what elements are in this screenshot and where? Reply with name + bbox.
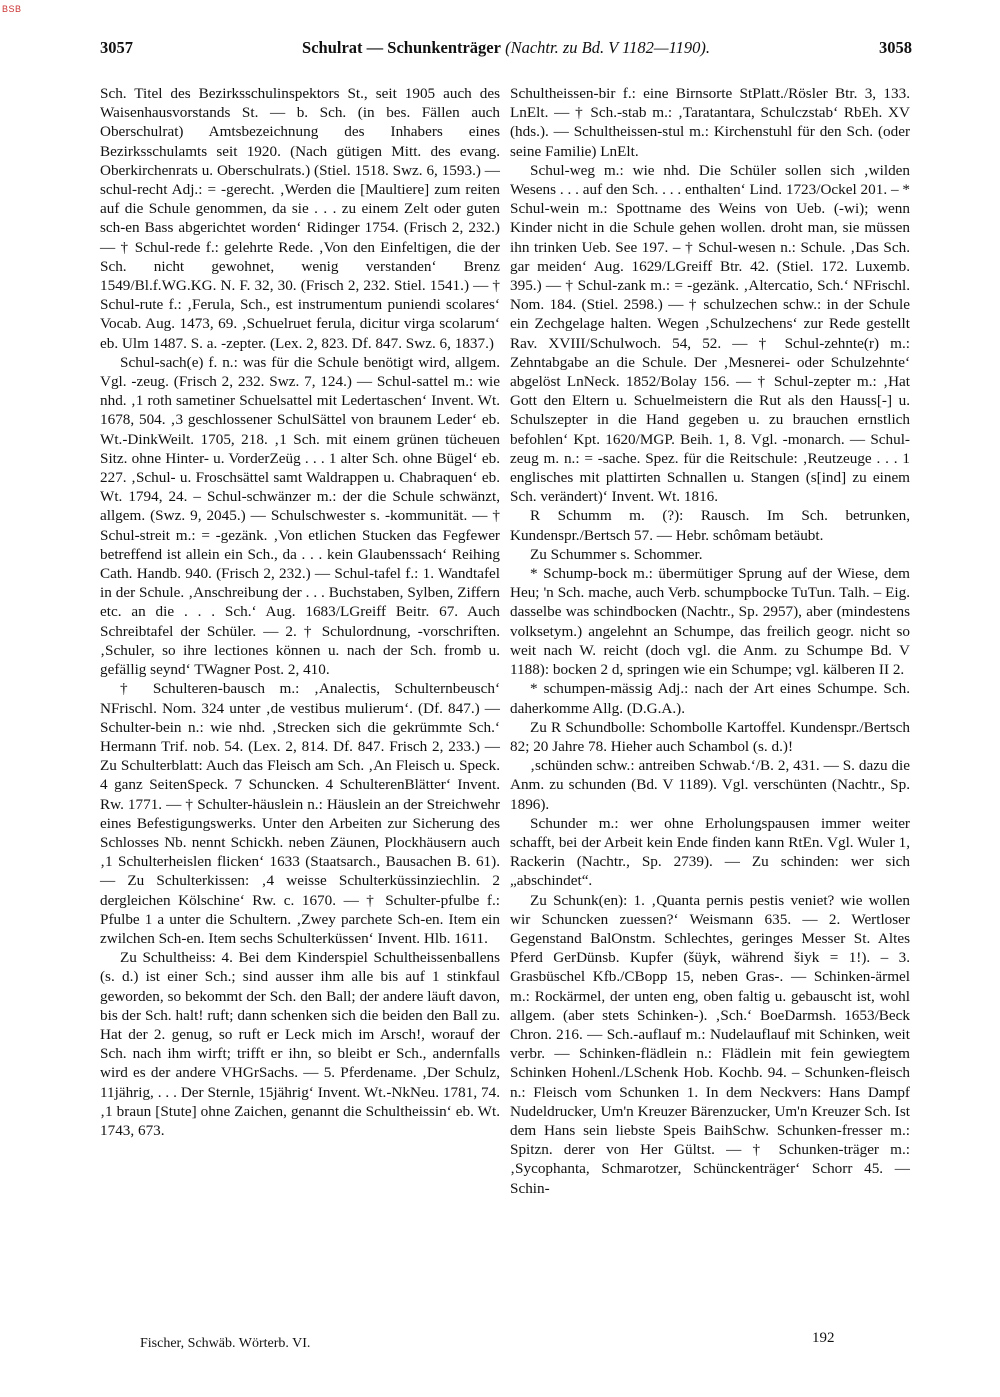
entry-schulrat-cont: Sch. Titel des Bezirksschulinspektors St., seit 1905 auch des Waisenhausvorstands St. — b. Sch. (in bes. Fällen auch Oberschulrat) Amtsbezeichnung des Inhabers eines Bezirksschulamts seit 1920. (Nach gütigen Mitt. des evang. Oberkirchenrats u. Oberschulrats.) (Stiel. 1518. Swz. 6, 1593.) — schul-recht Adj.: = -gerecht. ‚Werden die [Maultiere] zum reiten auf die Schule genommen, da sie . . . zu einem Zelt oder guten sch-en Bass abgerichtet worden‘ Ridinger 1754. (Frisch 2, 232.) — † Schul-rede f.: gelehrte Rede. ‚Von den Einfeltigen, die der Sch. nicht gewohnet, wenig verstanden‘ Brenz 1549/Bl.f.WG.KG. N. F. 32, 30. (Frisch 2, 232. Stiel. 1541.) — † Schul-rute f.: ‚Ferula, Sch., est instrumentum puniendi scolares‘ Vocab. Aug. 1473, 69. ‚Schuelruet ferula, dicitur virga scolarum‘ eb. Ulm 1487. S. a. -zepter. (Lex. 2, 823. Df. 847. Swz. 6, 1837.) bbox=[100, 85, 500, 352]
entry-schunder: Schunder m.: wer ohne Erholungspausen immer weiter schafft, bei der Arbeit kein Ende finden kann RtEn. Vgl. Wuler 1, Rackerin (Nachtr., Sp. 2739). — Zu schinden: wer sich „abschindet“. bbox=[510, 814, 910, 890]
running-title-main: Schulrat — Schunkenträger bbox=[302, 38, 501, 57]
entry-schummer: Zu Schummer s. Schommer. bbox=[530, 545, 703, 563]
entry-schultheissenbir: Schultheissen-bir f.: eine Birnsorte StPlatt./Rösler Btr. 3, 133. LnElt. — † Sch.-stab m.: ‚Taratantara, Schulczstab‘ RbEh. XV (hds.). — Schultheissen-stul m.: Kirchenstuhl für den Sch. (oder seine Familie) LnElt. bbox=[510, 85, 910, 160]
left-column bbox=[100, 84, 500, 1140]
entry-schulsache: Schul-sach(e) f. n.: was für die Schule benötigt wird, allgem. Vgl. -zeug. (Frisch 2, 232. Swz. 7, 124.) — Schul-sattel m.: wie nhd. ‚1 roth sametiner Schuelsattel mit Ledertaschen‘ Invent. Wt. 1678, 504. ‚3 geschlossener SchulSättel von braunem Leder‘ eb. Wt.-DinkWeilt. 1705, 218. ‚1 Sch. mit einem grünen tücheuen Sitz. ohne Hinter- u. VorderZeüg . . . 1 alter Sch. ohne Bügel‘ eb. 227. ‚Schul- u. Froschsättel samt Waldrappen u. Chabraquen‘ eb. Wt. 1794, 24. – Schul-schwänzer m.: der die Schule schwänzt, allgem. (Swz. 9, 2045.) — Schulschwester s. -kommunität. — † Schul-streit m.: = -gezänk. ‚Von etlichen Stucken das Fegfewer betreffend ist allein ein Sch., da . . . kein Glaubenssach‘ Reihing Cath. Handb. 940. (Frisch 2, 232.) — Schul-tafel f.: 1. Wandtafel in der Schule. ‚Anschreibung der . . . Buchstaben, Sylben, Ziffern etc. an die . . . Sch.‘ Aug. 1683/LGreiff Beitr. 67. Auch Schreibtafel der Schüler. — 2. † Schulordnung, -vorschriften. ‚Schuler, so ihre lectiones können u. nach der Sch. fromb u. gefällig seynd‘ TWagner Post. 2, 410. bbox=[100, 353, 500, 679]
entry-schumpenmaessig: * schumpen-mässig Adj.: nach der Art eines Schumpe. Sch. daherkomme Allg. (D.G.A.). bbox=[510, 680, 910, 717]
entry-schumpbock: * Schump-bock m.: übermütiger Sprung auf der Wiese, dem Heu; 'n Sch. mache, auch Verb. schumpbocke TuTun. Talh. – Eig. dasselbe was schindbocken (Nachtr., Sp. 2957), aber (mindestens volksetym.) angelehnt an Schumpe, das freilich geogr. nicht so weit nach W. reicht (doch vgl. die Anm. zu Schumpe Bd. V 1188): bocken 2 d, springen wie ein Schumpe; vgl. kälberen II 2. bbox=[510, 565, 910, 679]
running-title bbox=[100, 38, 912, 58]
running-title-note: (Nachtr. zu Bd. V 1182—1190). bbox=[505, 38, 710, 57]
entry-schulweg: Schul-weg m.: wie nhd. Die Schüler sollen sich ‚wilden Wesens . . . auf den Sch. . . . enthalten‘ Lind. 1723/Ockel 201. – * Schul-wein m.: Spottname des Weins von Ueb. (-wi); wenn Kinder nicht in die Schule gehen wollen. droht man, sie müssen ihn trinken Ueb. See 197. – † Schul-wesen n.: Schule. ‚Das Sch. gar meiden‘ Aug. 1629/LGreiff Btr. 42. (Stiel. 172. Luxemb. 395.) — † Schul-zank m.: = -gezänk. ‚Altercatio, Sch.‘ NFrischl. Nom. 184. (Stiel. 2598.) — † schulzechen schw.: in der Schule ein Zechgelage halten. Wegen ‚Schulzechens‘ zur Rede gestellt Rav. XVIII/Schulwoch. 54, 52. — † Schul-zehnte(r) m.: Zehntabgabe an die Schule. Der ‚Mesnerei- oder Schulzehnte‘ abgelöst LnNeck. 1852/Bolay 156. — † Schul-zepter m.: ‚Hat Gott den Eltern u. Schuelmeistern die Rut als den Hauss[-] u. Schulszepter in die Hand gegeben u. zu brauchen ernstlich befohlen‘ Kpt. 1620/MGP. Beih. 1, 8. Vgl. -monarch. — Schul-zeug m. n.: = -sache. Spez. für die Reitschule: ‚Reutzeuge . . . 1 englisches mit plattirten Schnallen u. Stangen (s[ind] zu einem Sch. verändert)‘ Invent. Wt. 1816. bbox=[510, 161, 910, 506]
entry-schuenden: ‚schünden schw.: antreiben Schwab.‘/B. 2, 431. — S. dazu die Anm. zu schunden (Bd. V 1189). Vgl. verschünten (Nachtr., Sp. 1896). bbox=[510, 757, 910, 813]
entry-schultheiss: Zu Schultheiss: 4. Bei dem Kinderspiel Schultheissenballens (s. d.) ist einer Sch.; sind ausser ihm alle bis auf 1 stinkfaul geworden, so bekommt der Sch. den Ball; der andere läuft davon, bis der Sch. halt! ruft; dann schenken sich die beiden den Ball zu. Hat der 2. genug, so ruft er Leck mich im Arsch!, worauf der Sch. nach ihm wirft; trifft er ihn, so bleibt er Sch., andernfalls wird es der andere VHGrSachs. — 5. Pferdename. ‚Der Schulz, 11jährig, . . . Der Sternle, 15jährig‘ Invent. Wt.-NkNeu. 1781, 74. ‚1 braun [Stute] ohne Zaichen, genannt die Schultheissin‘ eb. Wt. 1743, 673. bbox=[100, 949, 500, 1139]
entry-schulterenbausch: † Schulteren-bausch m.: ‚Analectis, Schulternbeusch‘ NFrischl. Nom. 324 unter ‚de vestibus mulierum‘. (Df. 847.) — Schulter-bein n.: wie nhd. ‚Strecken sich die gekrümmte Sch.‘ Hermann Trif. nob. 54. (Lex. 2, 814. Df. 847. Frisch 2, 233.) — Zu Schulterblatt: Auch das Fleisch am Sch. ‚An Fleisch u. Speck. 4 ganz SeitenSpeck. 7 Schuncken. 4 SchulterenBlätter‘ Invent. Rw. 1771. — † Schulter-häuslein n.: Häuslein an der Streichwehr eines Befestigungswerks. Unter den Arbeiten zur Sicherung des Schlosses Nb. nennt Schickh. neben Zäunen, Plockhäusern auch ‚1 Schulterheislen flicken‘ 1633 (Staatsarch., Bausachen B. 61). — Zu Schulterkissen: ‚4 weisse Schulterküssinziechlin. 2 dergleichen Kölschine‘ Rw. c. 1670. — † Schulter-pfulbe f.: Pfulbe 1 a unter die Schultern. ‚Zwey parchete Sch-en. Item ein zwilchen Sch-en. Item sechs Schulterküssen‘ Invent. Hlb. 1611. bbox=[100, 680, 500, 947]
entry-schumm: R Schumm m. (?): Rausch. Im Sch. betrunken, Kundenspr./Bertsch 57. — Hebr. schômam betäubt. bbox=[510, 507, 910, 544]
entry-schundbolle: Zu R Schundbolle: Schombolle Kartoffel. Kundenspr./Bertsch 82; 20 Jahre 78. Hieher auch Schambol (s. d.)! bbox=[510, 718, 910, 755]
library-stamp: BSB bbox=[2, 4, 22, 14]
left-column-number: 3057 bbox=[100, 38, 133, 57]
page-header bbox=[100, 38, 912, 68]
right-column-number: 3058 bbox=[879, 38, 912, 57]
right-column bbox=[510, 84, 910, 1198]
printer-footer: Fischer, Schwäb. Wörterb. VI. bbox=[140, 1336, 311, 1351]
signature-mark: 192 bbox=[812, 1330, 835, 1346]
entry-schunken: Zu Schunk(en): 1. ‚Quanta pernis pestis veniet? wie wollen wir Schuncken zuessen?‘ Weismann 635. — 2. Wertloser Gegenstand BalOnstm. Schlechtes, geringes Messer St. Altes Pferd GerDünsb. Kupfer (šüyk, während šiyk = 1!). – 3. Grasbüschel Kfb./CBopp 15, neben Gras-. — Schinken-ärmel m.: Rockärmel, der unten eng, oben faltig u. gebauscht ist, wohl allgem. (aber stets Schinken-). ‚Sch.‘ BoeDarmsh. 1653/Beck Chron. 216. — Sch.-auflauf m.: Nudelauflauf mit Schinken, weit verbr. — Schinken-flädlein n.: Flädlein mit fein gewiegtem Schinken Hohenl./LSchenk Hob. Kochb. 94. – Schunken-fleisch n.: Fleisch vom Schunken 1. In dem Neckvers: Hans Dampf Nudeldrucker, Um'n Kreuzer Bärenzucker, Um'n Kreuzer Sch. Ist dem Hans sein liebste Speis BaihSchw. Schunken-fresser m.: Spitzn. derer von Her Gültst. — † Schunken-träger m.: ‚Sycophanta, Schmarotzer, Schünckenträger‘ Schorr 45. — Schin- bbox=[510, 891, 910, 1197]
